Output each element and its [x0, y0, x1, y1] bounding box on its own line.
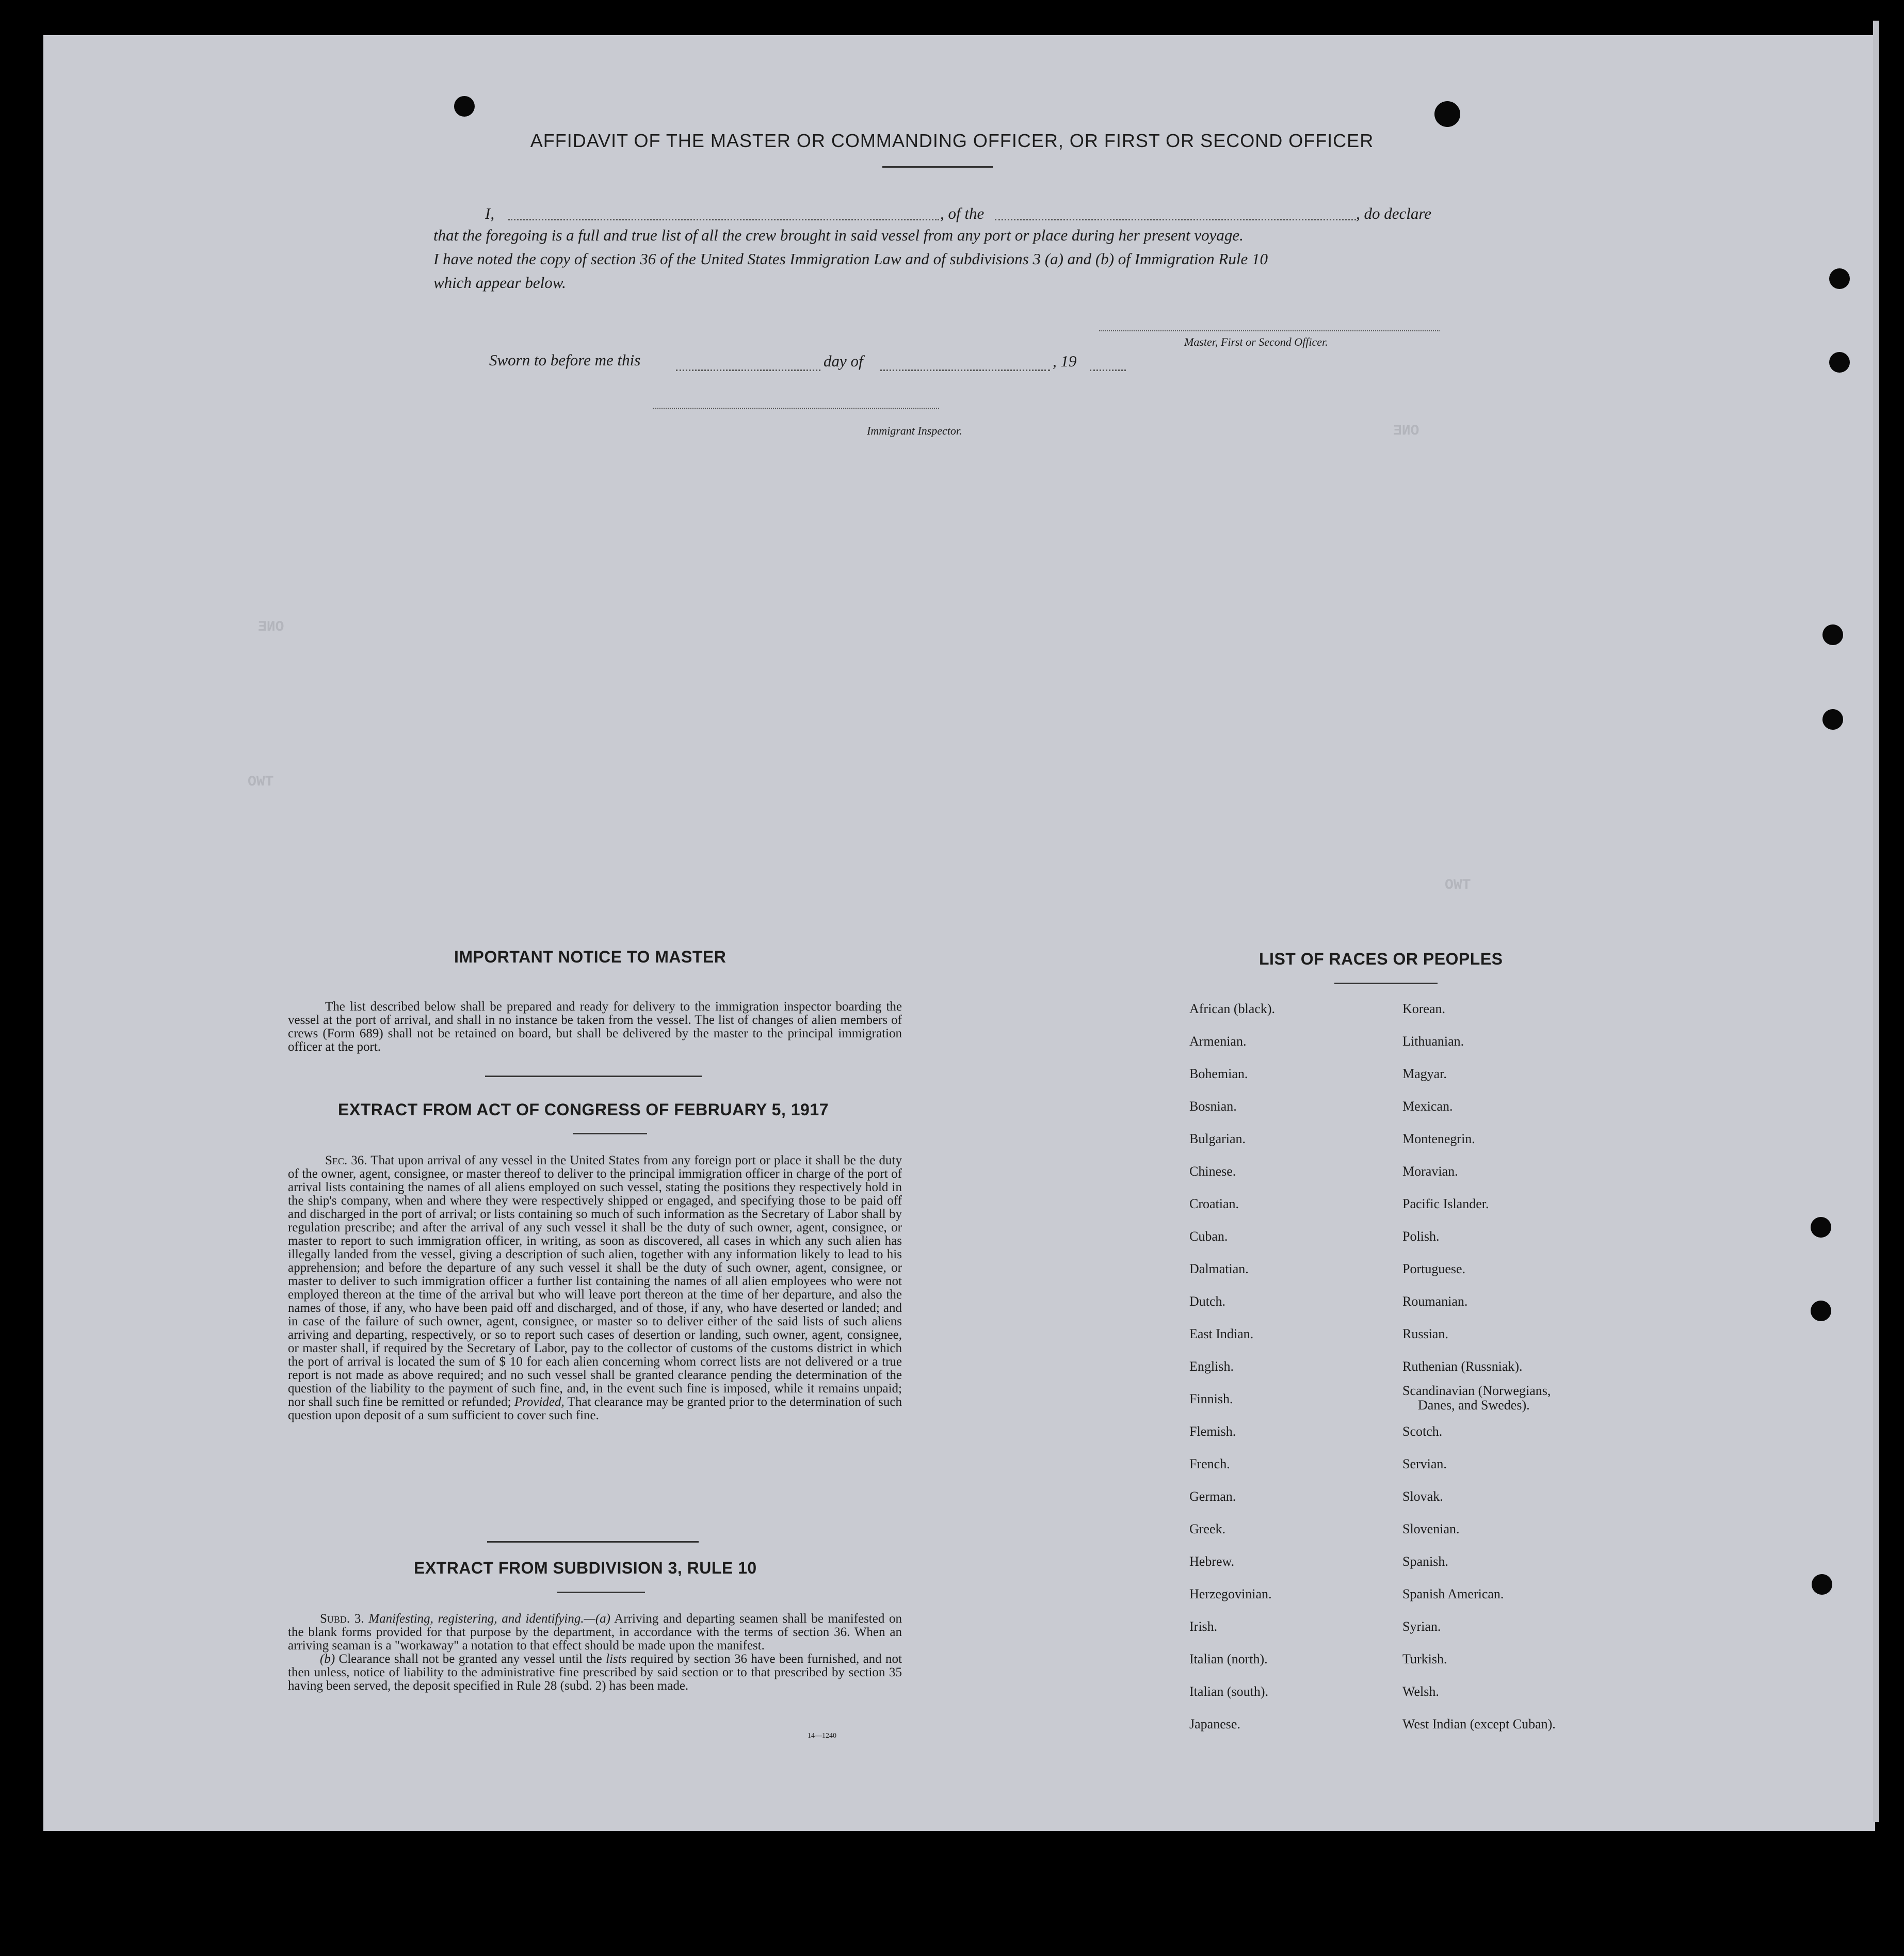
sec-text-a: That upon arrival of any vessel in the United States from any foreign port or place it shall be the duty of the owner, agent, consignee, or master thereof to deliver to the principal immigration officer in charge of the port of arrival lists containing the names of all aliens employed on such vessel, stating the positions they respectively hold in the ship's company, when and where they were respectively shipped or engaged, and specifying those to be paid off and discharged in the port of arrival; or lists containing so much of such information as the Secretary of Labor shall by regulation prescribe; and after the arrival of any such vessel it shall be the duty of such owner, agent, consignee, or master to report to such immigration officer, in writing, as soon as discovered, all cases in which any such alien has illegally landed from the vessel, giving a description of such alien, together with any information likely to lead to his apprehension; and before the departure of any such vessel it shall be the duty of such owner, agent, consignee, or master to deliver to such immigration officer a further list containing the names of all alien employees who were not employed thereon at the time of the arrival but who will leave port thereon at the time of her departure, and also the names of those, if any, who have been paid off and discharged, and of those, if any, who have deserted or landed; and in case of the failure of such owner, agent, consignee, or master so to deliver either of the said lists of such aliens arriving and departing, respectively, or so to report such cases of desertion or landing, such owner, agent, consignee, or master shall, if required by the Secretary of Labor, pay to the collector of customs of the customs district in which the port of arrival is located the sum of $ 10 for each alien concerning whom correct lists are not delivered or a true report is not made as above required; and no such vessel shall be granted clearance pending the determination of the question of the liability to the payment of such fine, and, in the event such fine is imposed, while it remains unpaid; nor shall such fine be remitted or refunded;: [288, 1153, 902, 1409]
year-label: , 19: [1053, 352, 1077, 370]
sworn-month-field[interactable]: [880, 370, 1050, 371]
race-right: West Indian (except Cuban).: [1402, 1717, 1556, 1731]
race-right: Lithuanian.: [1402, 1034, 1464, 1049]
sec-label: Sec. 36.: [325, 1153, 367, 1167]
affidavit-title: AFFIDAVIT OF THE MASTER OR COMMANDING OFFICER, OR FIRST OR SECOND OFFICER: [530, 130, 1374, 151]
affidavit-line-3: I have noted the copy of section 36 of the United States Immigration Law and of subdivisions 3 (a) and (b) of Immigration Rule 10: [433, 250, 1268, 268]
race-left: Armenian.: [1189, 1034, 1247, 1049]
bleed-through-text: ONE: [258, 619, 284, 635]
bleed-through-text: TWO: [1445, 877, 1471, 893]
races-title: LIST OF RACES OR PEOPLES: [1259, 950, 1503, 968]
race-left: Hebrew.: [1189, 1554, 1235, 1569]
affidavit-line-4: which appear below.: [433, 274, 566, 292]
extract-act-title: EXTRACT FROM ACT OF CONGRESS OF FEBRUARY 5, 1917: [338, 1100, 829, 1119]
race-right-continuation: Danes, and Swedes).: [1418, 1398, 1530, 1413]
title-underline: [882, 166, 993, 168]
lists-word: lists: [606, 1652, 627, 1666]
race-left: German.: [1189, 1489, 1236, 1504]
race-right: Portuguese.: [1402, 1261, 1466, 1276]
race-left: Bulgarian.: [1189, 1131, 1246, 1146]
subd-label: Subd. 3.: [320, 1612, 364, 1626]
race-left: Bohemian.: [1189, 1066, 1248, 1081]
race-left: Croatian.: [1189, 1196, 1239, 1211]
notice-paragraph: The list described below shall be prepared and ready for delivery to the immigration inspector boarding the vessel at the port of arrival, and shall in no instance be taken from the vessel. The list of changes of alien members of crews (Form 689) shall not be retained on board, but shall be delivered by the master to the principal immigration officer at the port.: [288, 1000, 902, 1054]
race-right: Mexican.: [1402, 1099, 1453, 1114]
punch-hole: [1812, 1574, 1832, 1595]
race-right: Slovak.: [1402, 1489, 1443, 1504]
race-right: Turkish.: [1402, 1652, 1447, 1666]
page-edge: [1873, 21, 1879, 1822]
name-field[interactable]: [508, 219, 939, 220]
race-left: Bosnian.: [1189, 1099, 1237, 1114]
rule-text-b2: required by section 36 have been furnished, and not then unless, notice of liability to the administrative fine prescribed by said section or to that prescribed by section 35 having been served, the deposit specified in Rule 28 (subd. 2) has been made.: [288, 1652, 902, 1693]
punch-hole: [1822, 624, 1843, 645]
race-right: Korean.: [1402, 1001, 1446, 1016]
section-36-paragraph: [288, 1154, 902, 1422]
race-right: Russian.: [1402, 1326, 1448, 1341]
punch-hole: [1829, 268, 1850, 289]
provided-word: Provided,: [514, 1395, 564, 1409]
race-right: Moravian.: [1402, 1164, 1458, 1179]
extract-act-end-rule: [487, 1541, 699, 1543]
extract-act-text: [288, 1154, 902, 1422]
race-right: Montenegrin.: [1402, 1131, 1475, 1146]
race-left: Greek.: [1189, 1521, 1226, 1536]
inspector-caption: Immigrant Inspector.: [867, 424, 962, 437]
notice-text: [288, 1000, 902, 1054]
punch-hole: [1829, 352, 1850, 373]
notice-title: IMPORTANT NOTICE TO MASTER: [454, 948, 727, 966]
year-field[interactable]: [1090, 370, 1126, 371]
extract-rule-text: [288, 1612, 902, 1693]
vessel-field[interactable]: [995, 219, 1356, 220]
bleed-through-text: TWO: [248, 774, 274, 790]
race-left: French.: [1189, 1456, 1230, 1471]
affidavit-line-2: that the foregoing is a full and true list of all the crew brought in said vessel from any port or place during her present voyage.: [433, 226, 1244, 244]
rule-text-a: Arriving and departing seamen shall be manifested on the blank forms provided for that purpose by the department, in accordance with the terms of section 36. When an arriving seaman is a "workaway" a notation to that effect should be made upon the manifest.: [288, 1612, 902, 1653]
race-right: Pacific Islander.: [1402, 1196, 1489, 1211]
race-right: Servian.: [1402, 1456, 1447, 1471]
race-left: Italian (north).: [1189, 1652, 1268, 1666]
race-right: Spanish American.: [1402, 1586, 1504, 1601]
inspector-signature-field[interactable]: [653, 408, 939, 409]
affidavit-declare: , do declare: [1356, 204, 1432, 222]
punch-hole: [1811, 1301, 1831, 1321]
rule-paragraph-b: [288, 1653, 902, 1693]
race-right: Polish.: [1402, 1229, 1440, 1244]
race-right: Welsh.: [1402, 1684, 1439, 1699]
extract-rule-rule: [557, 1592, 645, 1593]
rule-paragraph-a: [288, 1612, 902, 1653]
form-number: 14—1240: [808, 1732, 836, 1740]
day-of-label: day of: [824, 352, 863, 370]
race-left: East Indian.: [1189, 1326, 1254, 1341]
race-left: Japanese.: [1189, 1717, 1240, 1731]
race-right: Scotch.: [1402, 1424, 1443, 1439]
extract-act-rule: [573, 1133, 647, 1134]
race-left: Herzegovinian.: [1189, 1586, 1272, 1601]
punch-hole: [454, 96, 475, 117]
rule-text-b1: Clearance shall not be granted any vessel until the: [338, 1652, 602, 1666]
race-left: Italian (south).: [1189, 1684, 1269, 1699]
race-right: Roumanian.: [1402, 1294, 1468, 1309]
race-right: Slovenian.: [1402, 1521, 1460, 1536]
race-right: Magyar.: [1402, 1066, 1447, 1081]
punch-hole: [1822, 709, 1843, 730]
race-right: Spanish.: [1402, 1554, 1448, 1569]
document-page: [43, 35, 1875, 1831]
race-right: Syrian.: [1402, 1619, 1441, 1634]
race-left: Flemish.: [1189, 1424, 1236, 1439]
race-left: Finnish.: [1189, 1391, 1233, 1406]
race-left: Chinese.: [1189, 1164, 1236, 1179]
master-caption: Master, First or Second Officer.: [1184, 335, 1328, 348]
b-label: (b): [320, 1652, 335, 1666]
sworn-day-field[interactable]: [676, 370, 820, 371]
notice-rule: [485, 1076, 702, 1077]
races-rule: [1334, 983, 1438, 984]
subd-heading: Manifesting, registering, and identifying.—(a): [368, 1612, 611, 1626]
race-left: Dalmatian.: [1189, 1261, 1249, 1276]
extract-rule-title: EXTRACT FROM SUBDIVISION 3, RULE 10: [414, 1559, 757, 1577]
race-left: Irish.: [1189, 1619, 1218, 1634]
race-left: African (black).: [1189, 1001, 1276, 1016]
race-left: Cuban.: [1189, 1229, 1228, 1244]
sec-text-b: That clearance may be granted prior to the determination of such question upon deposit of a sum sufficient to cover such fine.: [288, 1395, 902, 1422]
master-signature-field[interactable]: [1099, 330, 1440, 331]
bleed-through-text: ONE: [1393, 423, 1419, 439]
punch-hole: [1434, 101, 1460, 127]
race-left: English.: [1189, 1359, 1234, 1374]
sworn-label: Sworn to before me this: [489, 351, 641, 369]
punch-hole: [1811, 1217, 1831, 1238]
affidavit-of-the: , of the: [940, 204, 985, 222]
affidavit-line-i: I,: [485, 204, 495, 222]
race-left: Dutch.: [1189, 1294, 1226, 1309]
race-right: Scandinavian (Norwegians,: [1402, 1383, 1551, 1398]
race-right: Ruthenian (Russniak).: [1402, 1359, 1523, 1374]
